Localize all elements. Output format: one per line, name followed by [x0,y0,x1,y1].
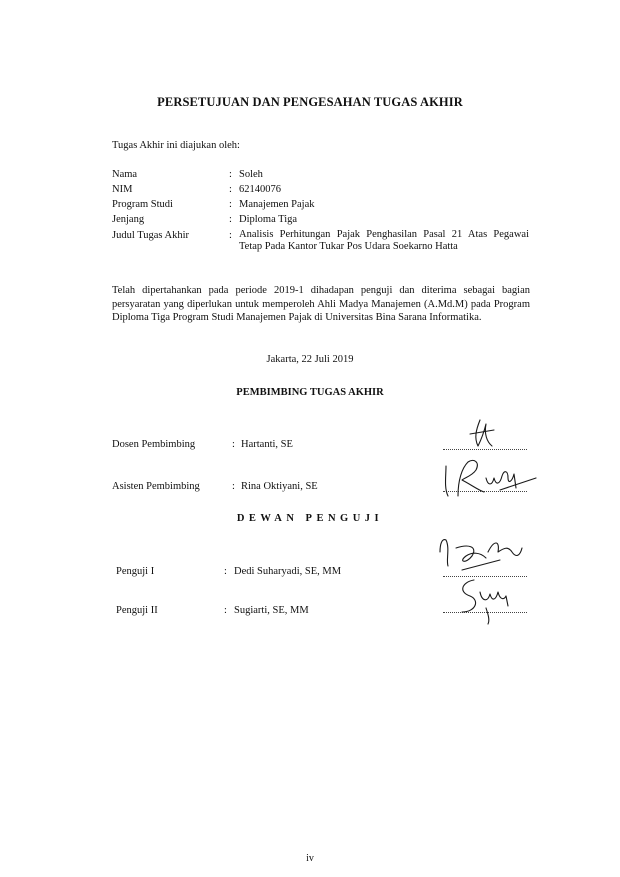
examiners-heading: DEWAN PENGUJI [236,513,384,524]
field-value-nama: Soleh [239,169,263,180]
examiner-2-colon: : [224,605,227,616]
field-value-jenjang: Diploma Tiga [239,214,298,225]
signature-stroke [456,546,486,561]
signature-stroke [446,466,449,496]
field-label-jenjang: Jenjang [112,214,145,225]
field-colon: : [229,199,232,210]
field-label-program-studi: Program Studi [112,199,173,210]
supervisor-colon: : [232,439,235,450]
examiner-1-role: Penguji I [116,566,155,577]
signature-stroke [486,472,516,488]
examiner-2-name: Sugiarti, SE, MM [234,605,309,616]
examiner-1-name: Dedi Suharyadi, SE, MM [234,566,342,577]
field-value-nim: 62140076 [239,184,281,195]
approval-paragraph: Telah dipertahankan pada periode 2019-1 dihadapan penguji dan diterima sebagai bagian persyaratan yang diperlukan untuk memperoleh Ahli Madya Manajemen (A.Md.M) pada Program Diploma Tiga Program Studi Manajemen Pajak di Universitas Bina Sarana Informatika. [112,285,530,323]
field-label-nim: NIM [112,184,133,195]
signature-stroke [488,543,522,555]
signature-stroke [462,580,476,612]
field-value-program-studi: Manajemen Pajak [239,199,315,210]
document-title: PERSETUJUAN DAN PENGESAHAN TUGAS AKHIR [157,95,463,109]
page-number: iv [306,853,314,864]
signature-stroke [480,592,508,606]
place-date: Jakarta, 22 Juli 2019 [266,354,354,365]
intro-text: Tugas Akhir ini diajukan oleh: [112,140,240,151]
field-colon: : [229,169,232,180]
field-colon: : [229,230,232,241]
field-colon: : [229,184,232,195]
examiner-1-colon: : [224,566,227,577]
signature-stroke [470,430,494,434]
supervisor-name: Hartanti, SE [241,439,293,450]
signature-stroke [458,460,484,496]
field-label-judul: Judul Tugas Akhir [112,230,190,241]
assistant-supervisor-role: Asisten Pembimbing [112,481,200,492]
field-colon: : [229,214,232,225]
field-value-judul: Analisis Perhitungan Pajak Penghasilan Pasal 21 Atas Pegawai Tetap Pada Kantor Tukar Pos Udara Soekarno Hatta [239,229,529,252]
signature-stroke [462,560,500,570]
assistant-supervisor-name: Rina Oktiyani, SE [241,481,318,492]
signature-stroke [486,608,489,624]
assistant-supervisor-colon: : [232,481,235,492]
signature-stroke [440,540,448,566]
field-label-nama: Nama [112,169,138,180]
examiner-2-role: Penguji II [116,605,158,616]
supervisors-heading: PEMBIMBING TUGAS AKHIR [236,387,384,398]
signature-stroke [500,478,536,490]
supervisor-role: Dosen Pembimbing [112,439,196,450]
